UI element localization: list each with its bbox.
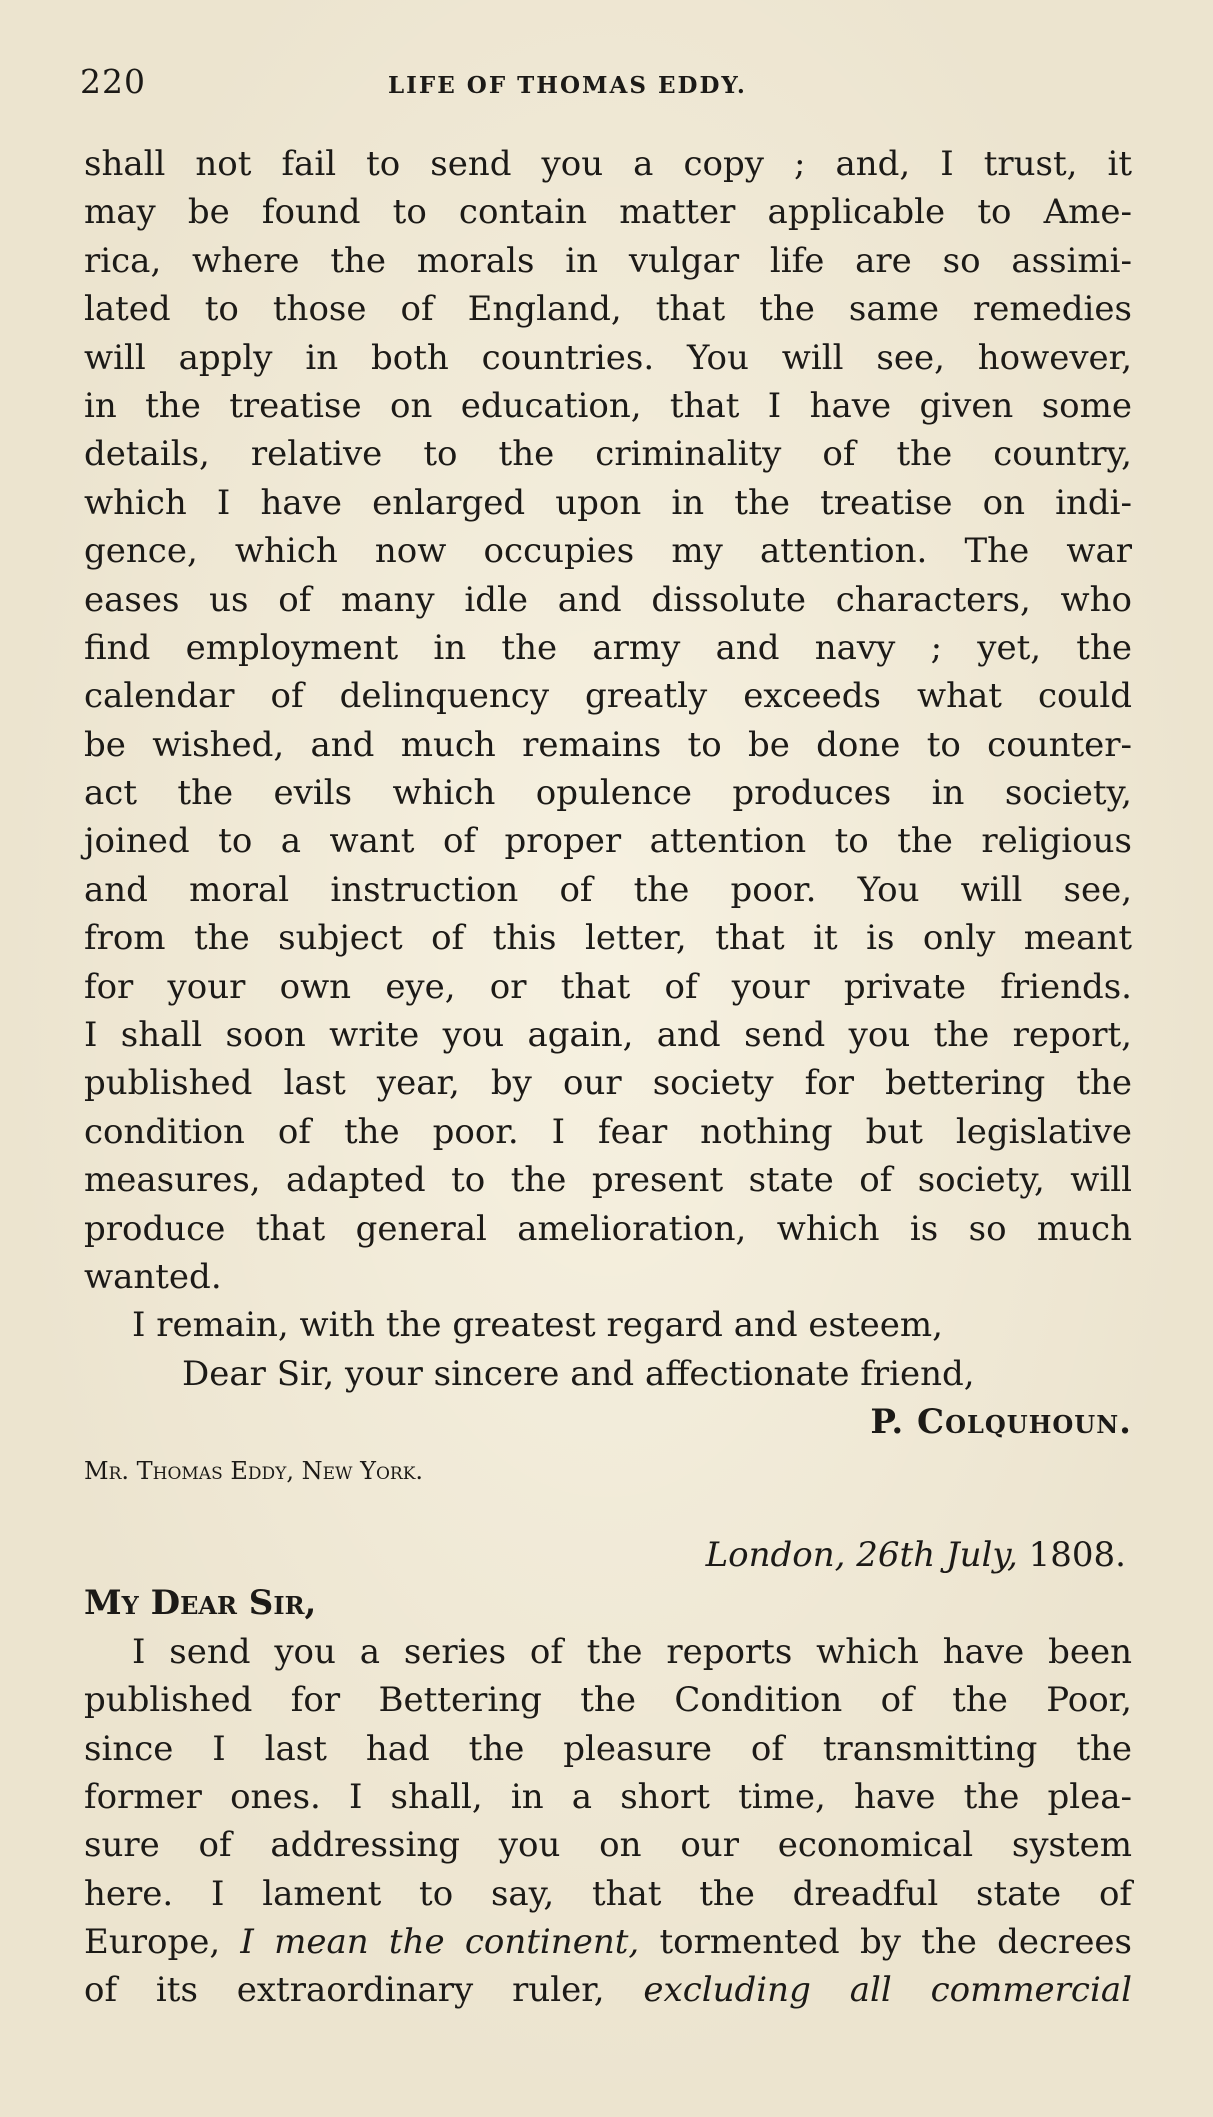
signature-line bbox=[84, 1398, 1132, 1446]
italic-fragment: excluding all commercial bbox=[643, 1970, 1132, 2011]
letter-date bbox=[84, 1531, 1132, 1579]
date-place: London, bbox=[705, 1534, 846, 1575]
text-line: former ones. I shall, in a short time, have the plea- bbox=[84, 1776, 1132, 1817]
text-line: produce that general amelioration, which is so much bbox=[84, 1208, 1132, 1249]
text-line: eases us of many idle and dissolute characters, who bbox=[84, 579, 1132, 620]
text-fragment: Europe, bbox=[84, 1922, 221, 1963]
text-line: from the subject of this letter, that it is only meant bbox=[84, 918, 1132, 959]
text-line: here. I lament to say, that the dreadful state of bbox=[84, 1873, 1132, 1914]
text-line: and moral instruction of the poor. You will see, bbox=[84, 869, 1132, 910]
text-line: shall not fail to send you a copy ; and, I trust, it bbox=[84, 144, 1132, 184]
italic-fragment: I mean the continent, bbox=[240, 1922, 640, 1963]
text-line: joined to a want of proper attention to the religious bbox=[84, 821, 1132, 862]
text-line bbox=[84, 1918, 1132, 1966]
text-line bbox=[84, 1966, 1132, 2014]
date-day: 26th bbox=[856, 1534, 936, 1575]
text-line: details, relative to the criminality of the country, bbox=[84, 434, 1132, 475]
text-line: will apply in both countries. You will see, however, bbox=[84, 337, 1132, 378]
text-line: which I have enlarged upon in the treatise on indi- bbox=[84, 482, 1132, 523]
date-year: 1808. bbox=[1028, 1534, 1126, 1575]
text-line: lated to those of England, that the same remedies bbox=[84, 289, 1132, 330]
text-line: measures, adapted to the present state of society, will bbox=[84, 1160, 1132, 1201]
running-head: LIFE OF THOMAS EDDY. bbox=[388, 72, 747, 99]
text-line: since I last had the pleasure of transmitting the bbox=[84, 1728, 1132, 1769]
text-line: gence, which now occupies my attention. The war bbox=[84, 531, 1132, 572]
spacer bbox=[84, 1495, 1132, 1531]
body-text bbox=[84, 140, 1132, 2015]
text-line: wanted. bbox=[84, 1256, 222, 1297]
closing-line: Dear Sir, your sincere and affectionate friend, bbox=[182, 1353, 975, 1394]
text-line: be wished, and much remains to be done to counter- bbox=[84, 724, 1132, 765]
text-line: condition of the poor. I fear nothing but legislative bbox=[84, 1111, 1132, 1152]
text-line: find employment in the army and navy ; yet, the bbox=[84, 627, 1132, 668]
text-line: calendar of delinquency greatly exceeds what could bbox=[84, 676, 1132, 717]
text-line: act the evils which opulence produces in society, bbox=[84, 773, 1132, 814]
addressee: Mr. Thomas Eddy, New York. bbox=[84, 1456, 424, 1485]
text-line: in the treatise on education, that I have given some bbox=[84, 385, 1132, 426]
page-header bbox=[80, 62, 1130, 112]
text-line: rica, where the morals in vulgar life are so assimi- bbox=[84, 240, 1132, 281]
page-number: 220 bbox=[80, 62, 146, 101]
salutation: My Dear Sir, bbox=[84, 1583, 317, 1624]
text-line: I shall soon write you again, and send you the report, bbox=[84, 1015, 1132, 1056]
text-fragment: tormented by the decrees bbox=[659, 1922, 1133, 1963]
text-line: for your own eye, or that of your private friends. bbox=[84, 966, 1132, 1007]
closing-line: I remain, with the greatest regard and esteem, bbox=[132, 1305, 943, 1346]
text-line: published last year, by our society for bettering the bbox=[84, 1063, 1132, 1104]
text-fragment: of its extraordinary ruler, bbox=[84, 1970, 605, 2011]
signature: P. Colquhoun. bbox=[870, 1402, 1132, 1443]
text-line: may be found to contain matter applicable to Ame- bbox=[84, 192, 1132, 233]
text-line: published for Bettering the Condition of the Poor, bbox=[84, 1680, 1132, 1721]
text-line: sure of addressing you on our economical system bbox=[84, 1825, 1132, 1866]
text-line: I send you a series of the reports which have been bbox=[132, 1631, 1132, 1672]
date-month: July, bbox=[945, 1534, 1018, 1575]
